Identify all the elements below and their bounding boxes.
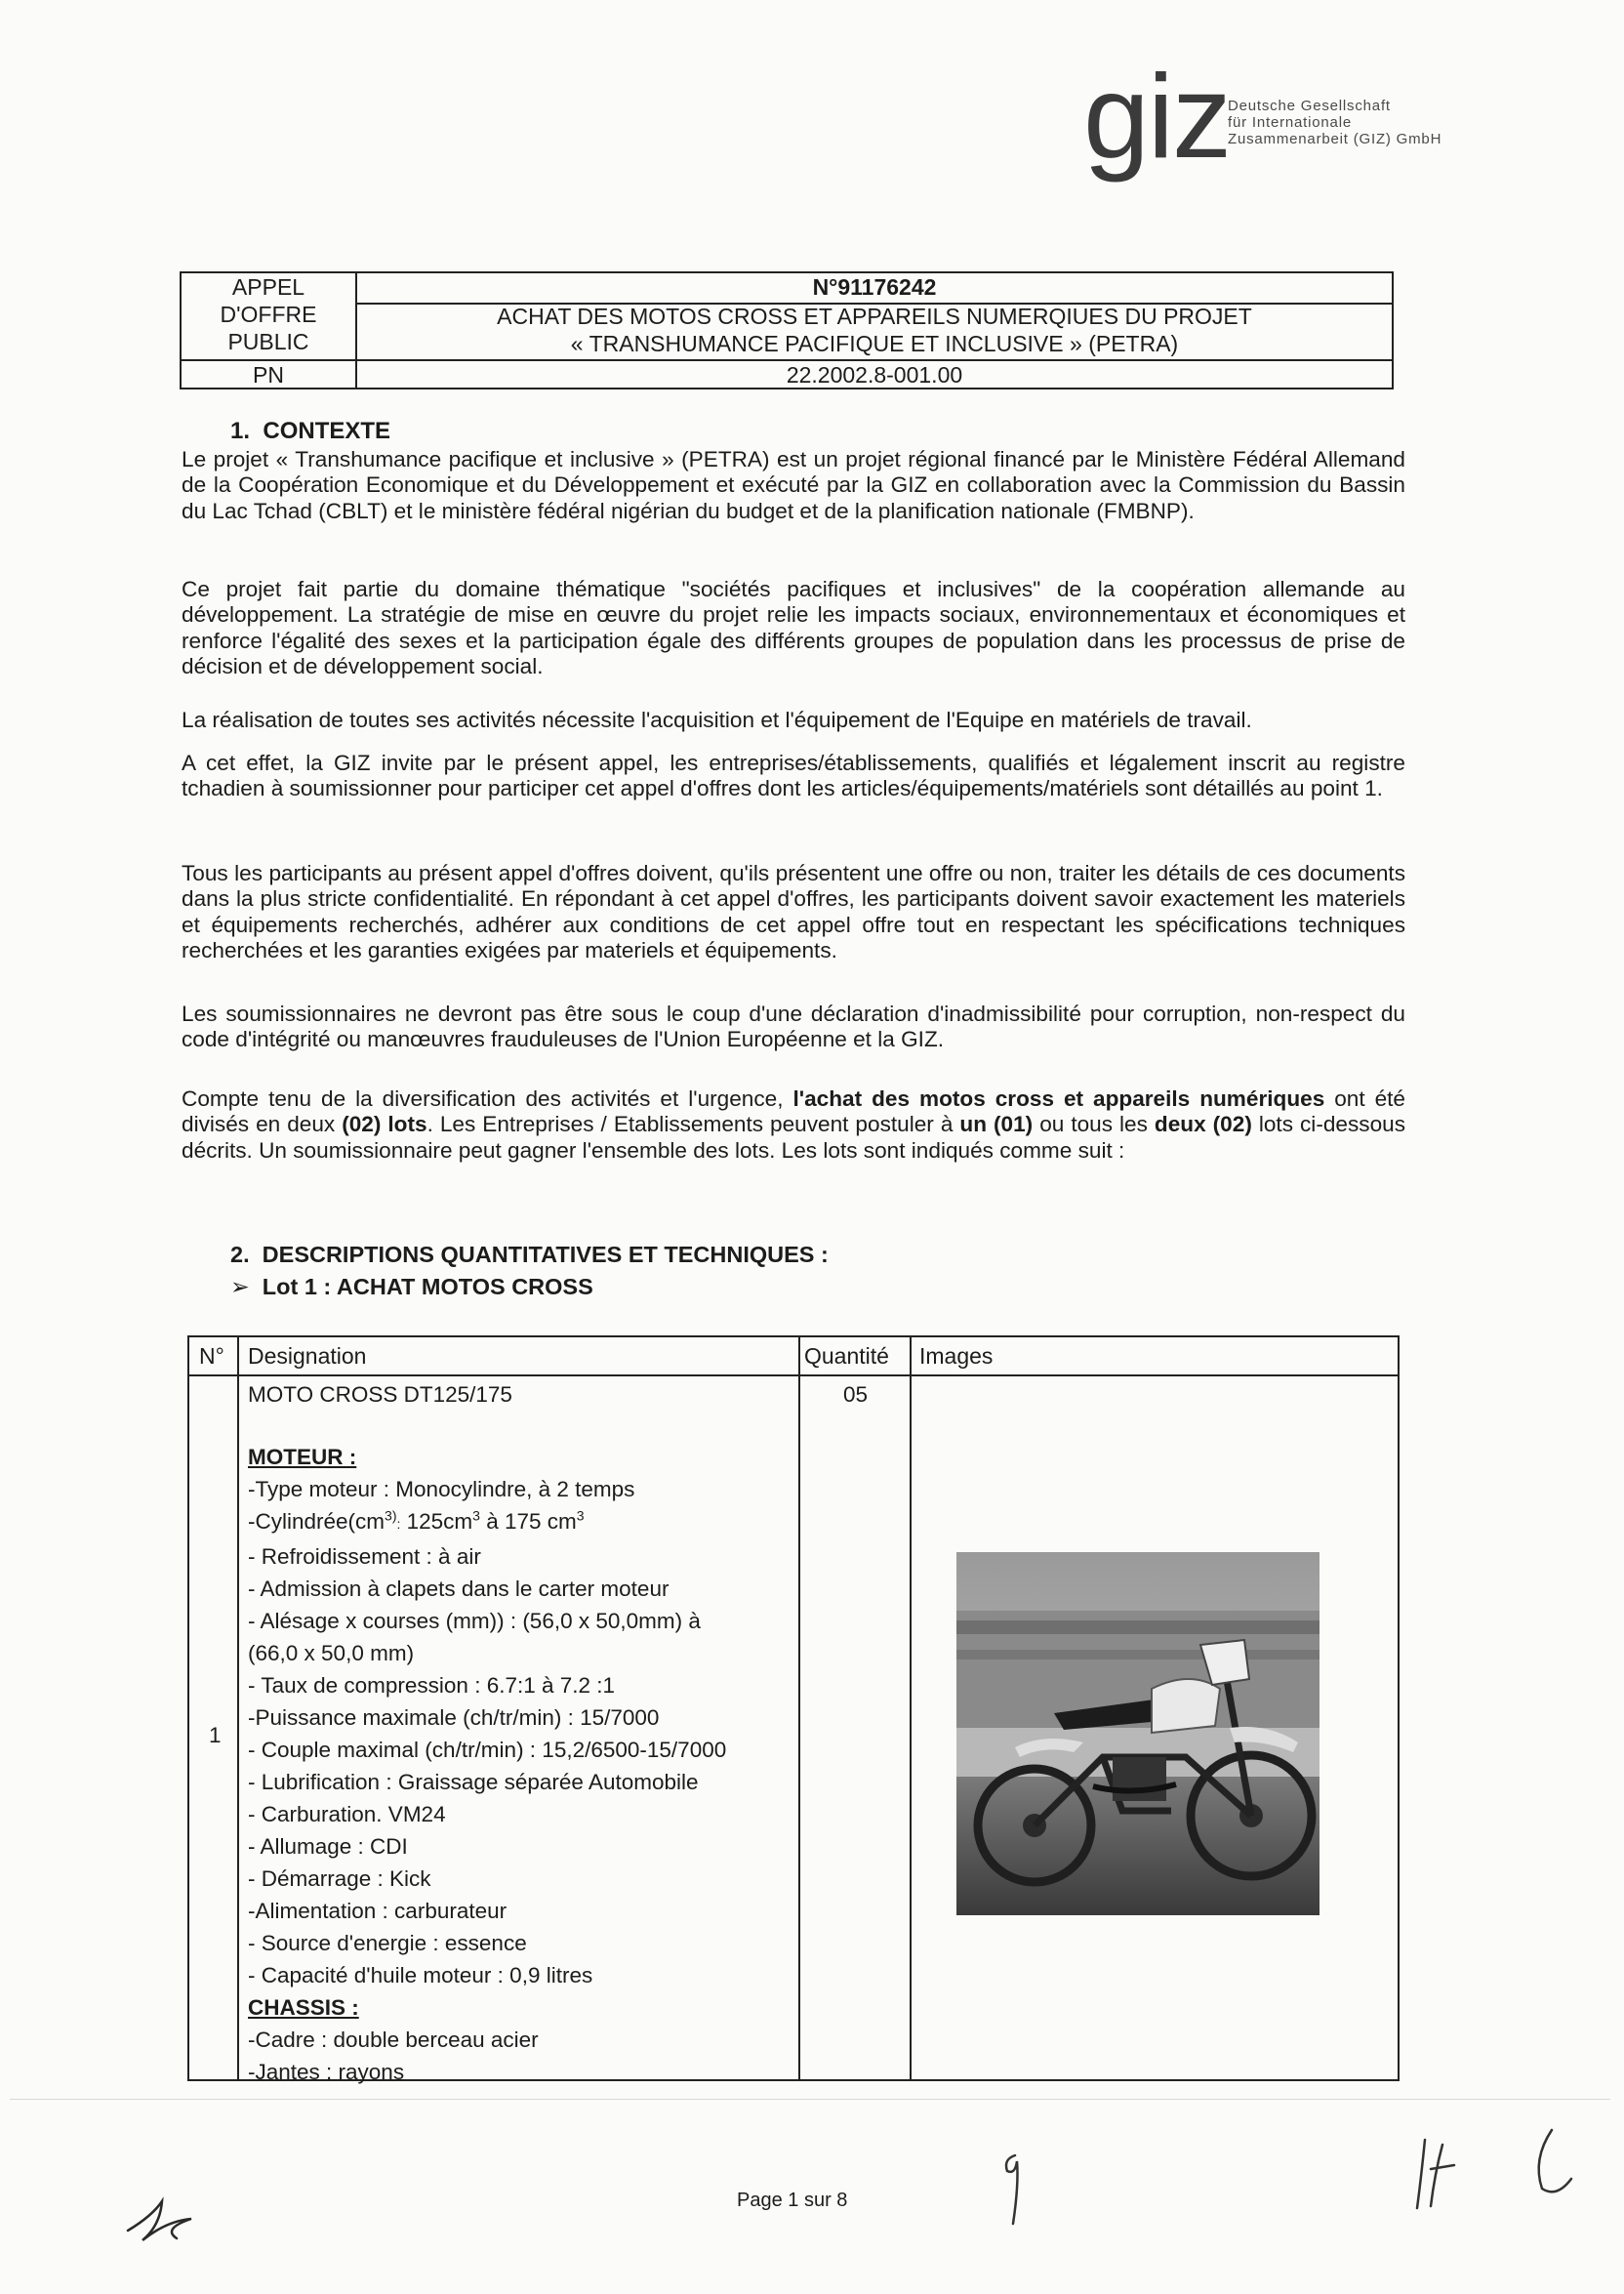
col-header-images: Images: [919, 1343, 994, 1369]
org-line-1: Deutsche Gesellschaft: [1228, 98, 1391, 114]
organization-name: [1228, 98, 1441, 147]
project-number: 22.2002.8-001.00: [786, 362, 963, 388]
context-paragraph-4: A cet effet, la GIZ invite par le présent appel, les entreprises/établissements, qualifiés et légalement inscrit au registre tchadien à soumissionner pour participer cet appel d'offres dont les articles/équipements/matériels sont détaillés au point 1.: [182, 751, 1405, 801]
section-2-number: 2.: [230, 1242, 250, 1267]
section-1-title: CONTEXTE: [263, 418, 391, 444]
context-paragraph-2: Ce projet fait partie du domaine thématique "sociétés pacifiques et inclusives" de la coopération allemande au développement. La stratégie de mise en œuvre du projet relie les impacts sociaux, environnementaux et économiques et renforce l'égalité des sexes et la participation égale des différents groupes de population dans les processus de prise de décision et de développement social.: [182, 577, 1405, 678]
handwritten-initials: [1396, 2120, 1581, 2218]
col-header-designation: Designation: [248, 1343, 367, 1369]
org-line-2: für Internationale: [1228, 114, 1352, 131]
motocross-photo: [956, 1552, 1320, 1915]
section-2-heading: [230, 1242, 829, 1268]
tender-header-table: [180, 271, 1394, 389]
giz-logo: [1083, 50, 1474, 185]
org-line-3: Zusammenarbeit (GIZ) GmbH: [1228, 131, 1442, 147]
handwritten-page-mark: [994, 2146, 1033, 2233]
moteur-line: -Alimentation : carburateur: [248, 1899, 508, 1923]
section-1-number: 1.: [230, 418, 251, 444]
designation-cell: [248, 1378, 726, 2088]
context-paragraph-6: Les soumissionnaires ne devront pas être sous le coup d'une déclaration d'inadmissibilité pour corruption, non-respect du code d'intégrité ou manœuvres frauduleuses de l'Union Européenne et la GIZ.: [182, 1002, 1405, 1052]
section-2-title: DESCRIPTIONS QUANTITATIVES ET TECHNIQUES :: [262, 1242, 829, 1267]
tender-title-line-1: ACHAT DES MOTOS CROSS ET APPAREILS NUMERQIUES DU PROJET: [497, 304, 1252, 329]
header-label-pn: PN: [253, 362, 284, 388]
moteur-line: (66,0 x 50,0 mm): [248, 1641, 415, 1665]
moteur-line: - Lubrification : Graissage séparée Automobile: [248, 1770, 699, 1794]
moteur-line: - Alésage x courses (mm)) : (56,0 x 50,0mm) à: [248, 1609, 701, 1633]
context-paragraph-1: Le projet « Transhumance pacifique et inclusive » (PETRA) est un projet régional financé par le Ministère Fédéral Allemand de la Coopération Economique et du Développement et exécuté par la GIZ en collaboration avec la Commission du Bassin du Lac Tchad (CBLT) et le ministère fédéral nigérian du budget et de la planification nationale (FMBNP).: [182, 447, 1405, 523]
moteur-line: $-Cylindrée(cm^{3)}$: $125cm^3$ à 175 $cm^3$: [248, 1507, 585, 1534]
moteur-line: -Type moteur : Monocylindre, à 2 temps: [248, 1477, 635, 1501]
header-label-doffre: D'OFFRE: [220, 302, 317, 327]
bullet-arrow-icon: ➢: [230, 1274, 250, 1299]
moteur-line: - Taux de compression : 6.7:1 à 7.2 :1: [248, 1673, 616, 1698]
moteur-line: - Allumage : CDI: [248, 1834, 408, 1859]
moteur-line: - Carburation. VM24: [248, 1802, 446, 1826]
context-paragraph-5: Tous les participants au présent appel d'offres doivent, qu'ils présentent une offre ou non, traiter les détails de ces documents dans la plus stricte confidentialité. En répondant à cet appel d'offres, les participants doivent savoir exactement les materiels et équipements recherchés, adhérer aux conditions de cet appel offre tout en respectant les spécifications techniques recherchées et les garanties exigées par materiels et équipements.: [182, 861, 1405, 963]
header-label-public: PUBLIC: [227, 329, 309, 354]
footer-rule: [10, 2099, 1610, 2100]
chassis-heading: CHASSIS :: [248, 1995, 359, 2020]
product-name: MOTO CROSS DT125/175: [248, 1382, 512, 1407]
page-number: Page 1 sur 8: [737, 2190, 848, 2211]
lot-1-title: Lot 1 : ACHAT MOTOS CROSS: [262, 1274, 593, 1299]
moteur-line: -Puissance maximale (ch/tr/min) : 15/7000: [248, 1705, 660, 1730]
moteur-heading: MOTEUR :: [248, 1445, 357, 1469]
moteur-line: - Refroidissement : à air: [248, 1544, 481, 1569]
col-header-quantity: Quantité: [804, 1343, 889, 1369]
moteur-line: - Admission à clapets dans le carter moteur: [248, 1577, 670, 1601]
context-paragraph-7: Compte tenu de la diversification des activités et l'urgence, l'achat des motos cross et appareils numériques ont été divisés en deux (02) lots. Les Entreprises / Etablissements peuvent postuler à un (01) ou tous les deux (02) lots ci-dessous décrits. Un soumissionnaire peut gagner l'ensemble des lots. Les lots sont indiqués comme suit :: [182, 1086, 1406, 1163]
two-lots-bold: deux (02): [1154, 1112, 1252, 1137]
row-quantity: 05: [843, 1382, 869, 1407]
lot-1-heading: [230, 1273, 593, 1300]
lots-subject-bold: l'achat des motos cross et appareils numériques: [792, 1086, 1325, 1111]
row-number: 1: [209, 1723, 222, 1747]
moteur-line: - Capacité d'huile moteur : 0,9 litres: [248, 1963, 593, 1987]
section-1-heading: [230, 418, 390, 445]
col-header-number: N°: [199, 1343, 224, 1369]
moteur-line: - Source d'energie : essence: [248, 1931, 527, 1955]
header-right-column: [357, 273, 1392, 388]
moteur-line: - Couple maximal (ch/tr/min) : 15,2/6500-15/7000: [248, 1738, 727, 1762]
one-lot-bold: un (01): [959, 1112, 1034, 1137]
header-left-column: [182, 273, 357, 388]
chassis-line: -Jantes : rayons: [248, 2060, 405, 2084]
giz-logo-mark: giz: [1083, 50, 1230, 183]
moteur-line: - Démarrage : Kick: [248, 1866, 431, 1891]
header-label-appel: APPEL: [231, 274, 305, 300]
tender-reference: N°91176242: [812, 274, 937, 300]
handwritten-signature: [123, 2192, 196, 2250]
chassis-line: -Cadre : double berceau acier: [248, 2028, 539, 2052]
context-paragraph-3: La réalisation de toutes ses activités nécessite l'acquisition et l'équipement de l'Equipe en matériels de travail.: [182, 708, 1252, 732]
tender-title-line-2: « TRANSHUMANCE PACIFIQUE ET INCLUSIVE » (PETRA): [570, 331, 1179, 356]
lots-count-bold: (02) lots: [342, 1112, 427, 1137]
